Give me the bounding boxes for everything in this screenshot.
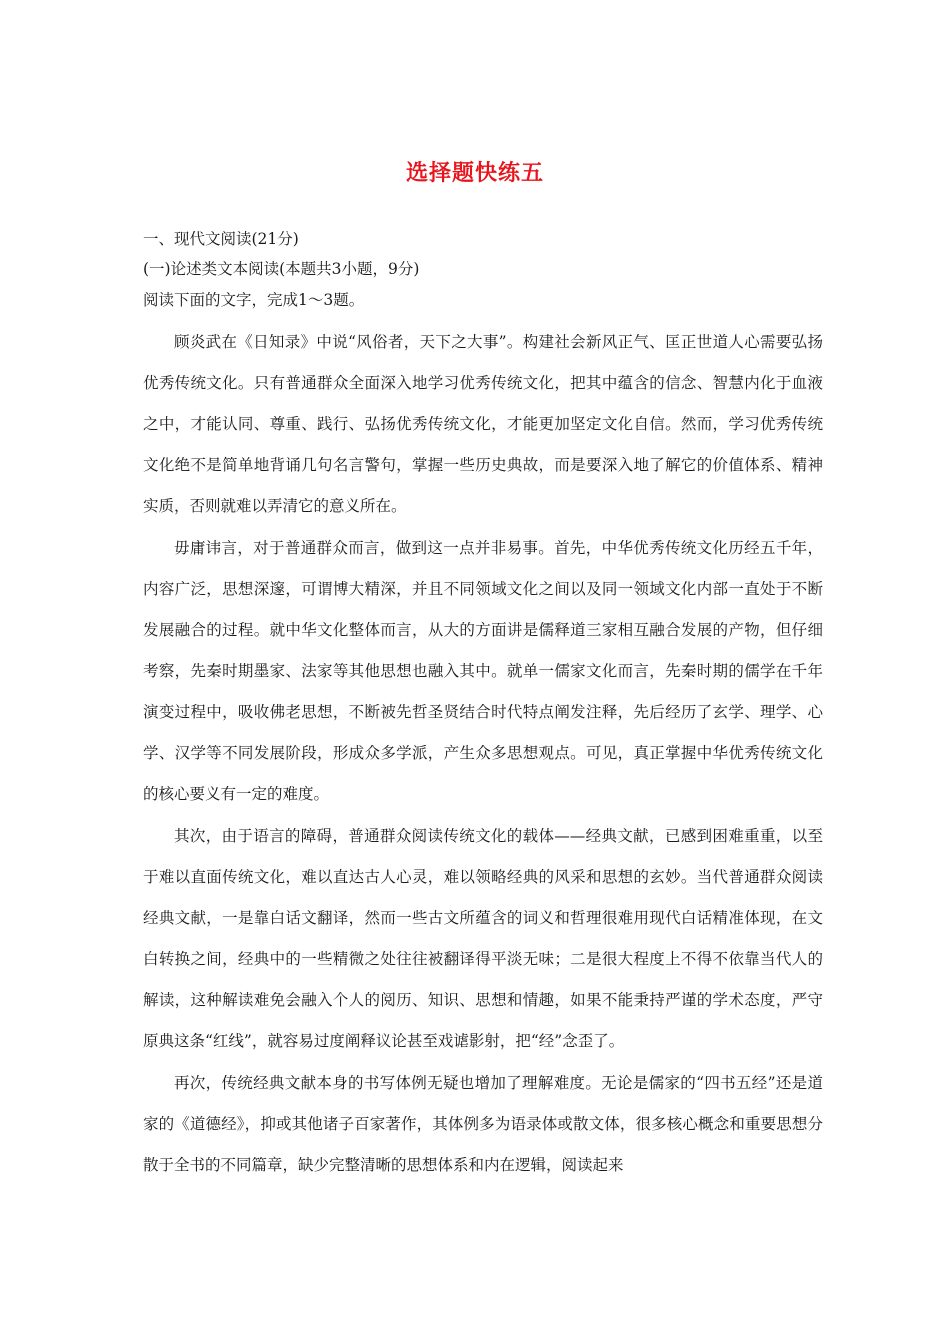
section-heading: 一、现代文阅读(21分) [143,230,299,248]
passage-paragraph: 顾炎武在《日知录》中说“风俗者，天下之大事”。构建社会新风正气、匡正世道人心需要弘扬优秀传统文化。只有普通群众全面深入地学习优秀传统文化，把其中蕴含的信念、智慧内化于血液之中，才能认同、尊重、践行、弘扬优秀传统文化，才能更加坚定文化自信。然而，学习优秀传统文化绝不是简单地背诵几句名言警句，掌握一些历史典故，而是要深入地了解它的价值体系、精神实质，否则就难以弄清它的意义所在。 [143,333,823,515]
subsection-heading: (一)论述类文本阅读(本题共3小题，9分) [143,260,420,278]
reading-instruction: 阅读下面的文字，完成1～3题。 [143,291,365,309]
passage-paragraph: 再次，传统经典文献本身的书写体例无疑也增加了理解难度。无论是儒家的“四书五经”还是道家的《道德经》，抑或其他诸子百家著作，其体例多为语录体或散文体，很多核心概念和重要思想分散于全书的不同篇章，缺少完整清晰的思想体系和内在逻辑，阅读起来 [143,1074,823,1174]
passage-body [143,322,823,1187]
passage-paragraph: 其次，由于语言的障碍，普通群众阅读传统文化的载体——经典文献，已感到困难重重，以至于难以直面传统文化，难以直达古人心灵，难以领略经典的风采和思想的玄妙。当代普通群众阅读经典文献，一是靠白话文翻译，然而一些古文所蕴含的词义和哲理很难用现代白话精准体现，在文白转换之间，经典中的一些精微之处往往被翻译得平淡无味；二是很大程度上不得不依靠当代人的解读，这种解读难免会融入个人的阅历、知识、思想和情趣，如果不能秉持严谨的学术态度，严守原典这条“红线”，就容易过度阐释议论甚至戏谑影射，把“经”念歪了。 [143,827,823,1050]
page-title: 选择题快练五 [405,161,544,186]
passage-paragraph: 毋庸讳言，对于普通群众而言，做到这一点并非易事。首先，中华优秀传统文化历经五千年，内容广泛，思想深邃，可谓博大精深，并且不同领域文化之间以及同一领域文化内部一直处于不断发展融合的过程。就中华文化整体而言，从大的方面讲是儒释道三家相互融合发展的产物，但仔细考察，先秦时期墨家、法家等其他思想也融入其中。就单一儒家文化而言，先秦时期的儒学在千年演变过程中，吸收佛老思想，不断被先哲圣贤结合时代特点阐发注释，先后经历了玄学、理学、心学、汉学等不同发展阶段，形成众多学派，产生众多思想观点。可见，真正掌握中华优秀传统文化的核心要义有一定的难度。 [143,539,823,803]
